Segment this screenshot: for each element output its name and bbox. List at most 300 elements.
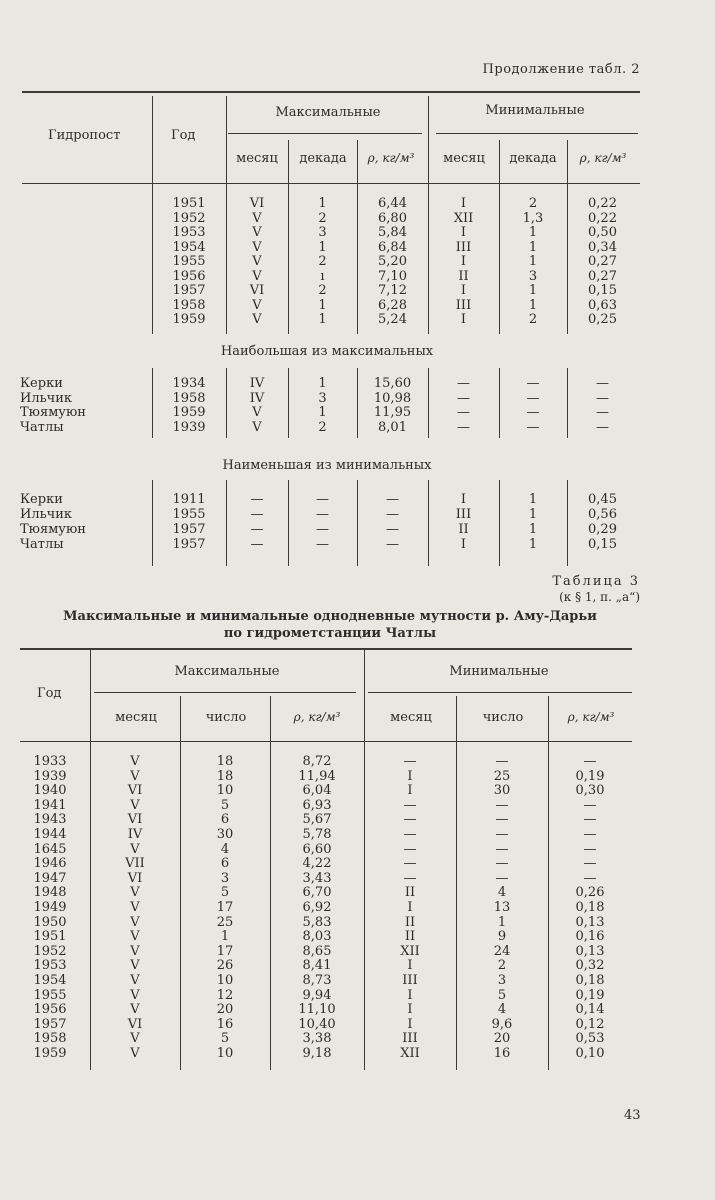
t3-cell-max-number: 6 xyxy=(220,812,230,828)
table2-cell-min-month: I xyxy=(460,196,467,211)
t3-cell-min-rho: 0,14 xyxy=(575,1002,605,1018)
t3-cell-min-month: I xyxy=(407,900,413,915)
t3-cell-year: 1949 xyxy=(33,900,67,915)
t3-cell-min-number: 16 xyxy=(493,1046,511,1061)
table2-cell-max-decade: — xyxy=(316,522,329,537)
t3-cell-max-number: 30 xyxy=(216,827,234,842)
table2-cell-min-rho: 0,25 xyxy=(588,312,617,327)
table2-station-cell: Чатлы xyxy=(20,419,64,435)
table2-cell-max-rho: 7,10 xyxy=(378,268,407,284)
t3-cell-min-month: I xyxy=(407,783,413,799)
table2-cell-year: 1952 xyxy=(172,210,206,226)
table2-cell-max-decade: 1 xyxy=(318,297,327,313)
t3-cell-max-number: 10 xyxy=(216,973,234,988)
t3-cell-min-month: I xyxy=(407,1002,413,1018)
table2-cell-year: 1959 xyxy=(172,312,206,327)
table2-cell-max-decade: — xyxy=(316,492,329,507)
table2-cell-max-rho: 15,60 xyxy=(373,376,412,391)
t3-cell-max-number: 5 xyxy=(220,885,230,901)
t3-cell-min-number: — xyxy=(495,841,509,857)
table2-cell-min-decade: 1 xyxy=(528,507,538,522)
t3-cell-year: 1939 xyxy=(33,768,67,784)
table2-cell-year: 1957 xyxy=(172,522,206,537)
table2-cell-max-rho: 8,01 xyxy=(378,419,407,435)
table2-cell-year: 1939 xyxy=(172,419,206,435)
table2-cell-min-decade: — xyxy=(526,419,540,435)
t3-header-min-number: число xyxy=(482,710,524,725)
table2-cell-max-rho: 5,20 xyxy=(378,254,407,269)
t3-cell-max-month: V xyxy=(130,885,140,901)
t3-cell-max-month: V xyxy=(130,1046,140,1061)
header-station: Гидропост xyxy=(48,128,121,143)
t3-cell-min-rho: — xyxy=(583,754,597,769)
t3-header-year: Год xyxy=(37,686,62,701)
t3-cell-max-number: 10 xyxy=(216,783,234,799)
t3-cell-min-number: 2 xyxy=(497,958,507,974)
t3-cell-max-rho: 11,94 xyxy=(298,768,336,784)
table2-cell-max-month: — xyxy=(250,522,264,537)
t3-header-min-month: месяц xyxy=(390,710,432,725)
t3-cell-min-month: — xyxy=(403,797,417,813)
t3-cell-max-month: V xyxy=(130,958,140,974)
table2-cell-min-month: — xyxy=(457,390,470,406)
t3-cell-min-number: — xyxy=(495,754,509,769)
t3-header-min-rho: ρ, кг/м³ xyxy=(567,710,615,724)
t3-cell-min-rho: — xyxy=(583,797,597,813)
table2-cell-min-rho: — xyxy=(596,405,609,420)
table2-cell-min-month: III xyxy=(455,507,472,522)
t3-cell-year: 1954 xyxy=(33,973,67,988)
table2-cell-max-rho: 6,44 xyxy=(378,196,407,211)
t3-cell-min-number: 1 xyxy=(497,914,507,930)
table3-top-rule xyxy=(20,648,632,650)
table2-cell-min-decade: 1 xyxy=(528,537,538,552)
t3-cell-year: 1933 xyxy=(33,754,67,769)
table2-cell-min-rho: 0,45 xyxy=(588,492,617,507)
table2-top-rule xyxy=(22,91,640,93)
table2-cell-max-decade: 3 xyxy=(318,225,327,240)
table2-cell-year: 1956 xyxy=(172,268,206,284)
header-min-decade: декада xyxy=(509,151,557,166)
table2-cell-min-month: I xyxy=(460,225,467,240)
t3-cell-min-month: — xyxy=(403,827,417,842)
t3-cell-min-number: 4 xyxy=(497,1002,507,1018)
table2-cell-min-rho: — xyxy=(596,390,609,406)
table2-cell-year: 1955 xyxy=(172,254,206,269)
t3-cell-max-month: VI xyxy=(127,1016,143,1032)
table2-cell-min-rho: 0,29 xyxy=(588,522,617,537)
t3-cell-min-rho: 0,10 xyxy=(575,1046,605,1061)
t3-cell-min-rho: 0,26 xyxy=(575,885,605,901)
section-min-title: Наименьшая из минимальных xyxy=(222,458,432,473)
t3-cell-max-month: V xyxy=(130,1031,140,1047)
t3-cell-max-number: 25 xyxy=(216,914,234,930)
header-min: Минимальные xyxy=(485,103,585,118)
table2-cell-max-month: V xyxy=(252,268,262,284)
table2-cell-max-rho: 6,84 xyxy=(378,239,407,255)
table2-cell-max-decade: 1 xyxy=(318,376,327,391)
table2-cell-min-month: — xyxy=(457,376,470,391)
t3-cell-max-month: V xyxy=(130,797,140,813)
t3-cell-min-month: I xyxy=(407,768,413,784)
t3-cell-year: 1958 xyxy=(33,1031,67,1047)
t3-cell-year: 1957 xyxy=(33,1016,67,1032)
t3-cell-min-month: I xyxy=(407,958,413,974)
table2-cell-min-month: III xyxy=(455,239,472,255)
t3-cell-max-rho: 8,65 xyxy=(302,943,332,959)
table2-cell-max-month: — xyxy=(250,507,264,522)
table2-cell-min-month: I xyxy=(460,283,467,298)
t3-cell-min-number: 4 xyxy=(497,885,507,901)
table3-label: Таблица 3 xyxy=(552,574,640,589)
t3-header-max: Максимальные xyxy=(174,664,280,679)
table2-max-underline xyxy=(228,133,422,134)
t3-cell-max-month: V xyxy=(130,973,140,988)
t3-cell-min-rho: 0,30 xyxy=(575,783,605,799)
table2-cell-max-month: V xyxy=(252,312,262,327)
table2-cell-max-decade: ı xyxy=(320,268,325,284)
table2-cell-year: 1958 xyxy=(172,297,206,313)
t3-cell-min-month: — xyxy=(403,812,417,828)
t3-header-min: Минимальные xyxy=(449,664,549,679)
header-max-decade: декада xyxy=(299,151,347,166)
table2-cell-max-month: V xyxy=(252,239,262,255)
table2-cell-min-decade: 1 xyxy=(528,522,538,537)
t3-cell-max-rho: 8,41 xyxy=(302,958,332,974)
table2-station-cell: Керки xyxy=(20,376,63,391)
t3-cell-min-rho: — xyxy=(583,841,597,857)
t3-header-max-month: месяц xyxy=(115,710,157,725)
table2-cell-max-decade: 3 xyxy=(318,390,327,406)
t3-cell-min-rho: 0,19 xyxy=(575,987,605,1003)
t3-header-rule xyxy=(20,741,632,742)
table2-cell-max-month: V xyxy=(252,405,262,420)
table2-cell-max-month: — xyxy=(250,537,264,552)
t3-cell-year: 1944 xyxy=(33,827,67,842)
table2-cell-year: 1957 xyxy=(172,537,206,552)
table2-cell-max-month: — xyxy=(250,492,264,507)
t3-cell-min-number: 24 xyxy=(493,943,511,959)
t3-cell-min-rho: 0,32 xyxy=(575,958,605,974)
t3-cell-max-rho: 8,03 xyxy=(302,929,332,945)
t3-cell-year: 1948 xyxy=(33,885,67,901)
table2-cell-min-month: — xyxy=(457,405,470,420)
table2-cell-min-rho: 0,27 xyxy=(588,268,617,284)
t3-cell-min-number: — xyxy=(495,812,509,828)
table2-cell-max-rho: 5,84 xyxy=(378,225,407,240)
header-min-rho: ρ, кг/м³ xyxy=(579,151,627,165)
table2-cell-min-month: II xyxy=(458,522,469,537)
t3-cell-year: 1645 xyxy=(33,841,67,857)
table2-cell-max-rho: 6,80 xyxy=(378,210,407,226)
table2-cell-min-rho: 0,63 xyxy=(588,297,617,313)
table2-cell-max-month: V xyxy=(252,225,262,240)
t3-cell-min-month: II xyxy=(404,914,416,930)
table2-cell-year: 1911 xyxy=(172,492,206,507)
t3-cell-year: 1946 xyxy=(33,856,67,872)
table2-cell-min-decade: 1 xyxy=(528,225,538,240)
t3-cell-max-number: 10 xyxy=(216,1046,234,1061)
t3-cell-min-number: 9 xyxy=(497,929,507,945)
table2-cell-min-rho: 0,22 xyxy=(588,210,617,226)
t3-cell-min-number: — xyxy=(495,827,509,842)
t3-cell-max-month: VI xyxy=(127,870,143,886)
t3-cell-min-rho: — xyxy=(583,870,597,886)
t3-cell-max-rho: 5,67 xyxy=(302,812,332,828)
t3-cell-min-number: 5 xyxy=(497,987,507,1003)
t3-cell-max-number: 12 xyxy=(216,987,234,1003)
t3-cell-year: 1952 xyxy=(33,943,67,959)
t3-cell-max-month: V xyxy=(130,987,140,1003)
t3-cell-min-rho: 0,53 xyxy=(575,1031,605,1047)
t3-cell-min-rho: 0,13 xyxy=(575,943,605,959)
table2-cell-max-month: V xyxy=(252,297,262,313)
header-max-month: месяц xyxy=(236,151,278,166)
t3-cell-max-rho: 5,78 xyxy=(302,827,332,842)
table2-cell-max-decade: — xyxy=(316,537,329,552)
table2-cell-min-decade: 1,3 xyxy=(522,210,544,226)
t3-cell-min-month: XII xyxy=(400,1046,420,1061)
table2-cell-max-month: IV xyxy=(249,390,265,406)
t3-cell-max-number: 1 xyxy=(220,929,230,945)
table2-cell-max-decade: 1 xyxy=(318,312,327,327)
t3-cell-min-rho: 0,19 xyxy=(575,768,605,784)
t3-cell-max-number: 16 xyxy=(216,1016,234,1032)
table2-cell-max-decade: 1 xyxy=(318,405,327,420)
table2-cell-max-month: IV xyxy=(249,376,265,391)
header-year: Год xyxy=(171,128,196,143)
t3-cell-max-rho: 6,04 xyxy=(302,783,332,799)
table2-cell-min-decade: 1 xyxy=(528,239,538,255)
t3-cell-max-rho: 6,70 xyxy=(302,885,332,901)
table2-cell-max-rho: — xyxy=(386,492,399,507)
table2-min-underline xyxy=(436,133,638,134)
t3-cell-max-number: 17 xyxy=(216,943,234,959)
t3-cell-year: 1951 xyxy=(33,929,67,945)
table2-cell-min-rho: 0,22 xyxy=(588,196,617,211)
table2-cell-min-decade: 1 xyxy=(528,254,538,269)
table2-cell-year: 1953 xyxy=(172,225,206,240)
t3-cell-min-month: III xyxy=(402,1031,418,1047)
t3-cell-max-number: 18 xyxy=(216,754,234,769)
t3-cell-max-rho: 6,60 xyxy=(302,841,332,857)
section-max-title: Наибольшая из максимальных xyxy=(220,344,434,359)
t3-cell-min-month: III xyxy=(402,973,418,988)
table2-cell-min-decade: 1 xyxy=(528,492,538,507)
t3-cell-min-number: — xyxy=(495,797,509,813)
table2-cell-min-decade: — xyxy=(526,405,540,420)
table2-header-rule xyxy=(22,183,640,184)
table2-cell-year: 1951 xyxy=(172,196,206,211)
table2-cell-min-decade: 2 xyxy=(528,312,538,327)
t3-cell-year: 1955 xyxy=(33,987,67,1003)
t3-cell-min-month: — xyxy=(403,754,417,769)
table2-cell-max-decade: 2 xyxy=(318,283,327,298)
t3-cell-max-rho: 5,83 xyxy=(302,914,332,930)
table2-cell-min-month: — xyxy=(457,419,470,435)
t3-cell-max-month: VI xyxy=(127,783,143,799)
table2-station-cell: Тюямуюн xyxy=(20,522,86,537)
table2-station-cell: Ильчик xyxy=(20,507,73,522)
table2-cell-max-decade: 2 xyxy=(318,210,327,226)
t3-cell-min-rho: 0,18 xyxy=(575,973,605,988)
t3-cell-max-number: 18 xyxy=(216,768,234,784)
table2-cell-year: 1957 xyxy=(172,283,206,298)
t3-cell-max-month: VII xyxy=(125,856,145,872)
t3-cell-min-number: 20 xyxy=(493,1031,511,1047)
t3-min-underline xyxy=(368,692,632,693)
table2-cell-min-rho: 0,15 xyxy=(588,537,617,552)
header-min-month: месяц xyxy=(443,151,485,166)
t3-cell-min-month: II xyxy=(404,885,416,901)
t3-cell-min-rho: — xyxy=(583,812,597,828)
t3-cell-min-number: — xyxy=(495,856,509,872)
table2-station-cell: Ильчик xyxy=(20,390,73,406)
header-max: Максимальные xyxy=(275,105,381,120)
t3-cell-max-rho: 8,73 xyxy=(302,973,332,988)
t3-cell-max-number: 5 xyxy=(220,1031,230,1047)
table2-cell-max-rho: 6,28 xyxy=(378,297,407,313)
t3-cell-max-month: V xyxy=(130,900,140,915)
t3-cell-min-month: I xyxy=(407,1016,413,1032)
header-max-rho: ρ, кг/м³ xyxy=(367,151,415,165)
t3-cell-min-rho: 0,18 xyxy=(575,900,605,915)
t3-cell-year: 1941 xyxy=(33,797,67,813)
table2-cell-max-month: VI xyxy=(249,283,265,298)
table2-cell-min-rho: 0,34 xyxy=(588,239,617,255)
t3-cell-max-rho: 6,92 xyxy=(302,900,332,915)
t3-cell-year: 1959 xyxy=(33,1046,67,1061)
t3-cell-year: 1953 xyxy=(33,958,67,974)
table2-cell-max-rho: 10,98 xyxy=(373,390,412,406)
table2-cell-min-decade: — xyxy=(526,390,540,406)
table2-cell-max-month: V xyxy=(252,254,262,269)
page-number: 43 xyxy=(624,1108,641,1123)
t3-cell-max-number: 3 xyxy=(220,870,230,886)
table2-cell-min-rho: 0,15 xyxy=(588,283,617,298)
table2-cell-year: 1955 xyxy=(172,507,206,522)
t3-cell-max-number: 17 xyxy=(216,900,234,915)
table2-cell-min-rho: 0,50 xyxy=(588,225,617,240)
t3-cell-max-rho: 10,40 xyxy=(298,1016,336,1032)
t3-cell-max-rho: 3,38 xyxy=(302,1031,332,1047)
t3-cell-min-rho: 0,12 xyxy=(575,1016,605,1032)
table2-cell-min-month: I xyxy=(460,254,467,269)
table3-title-line1: Максимальные и минимальные однодневные мутности р. Аму-Дарьи xyxy=(63,609,597,624)
table2-cell-max-decade: 2 xyxy=(318,254,327,269)
table2-cell-max-rho: — xyxy=(386,522,399,537)
t3-cell-max-number: 20 xyxy=(216,1002,234,1018)
table2-cell-min-decade: 1 xyxy=(528,283,538,298)
table2-cell-min-rho: 0,27 xyxy=(588,254,617,269)
t3-cell-min-rho: — xyxy=(583,856,597,872)
table2-station-cell: Чатлы xyxy=(20,537,64,552)
t3-cell-min-rho: — xyxy=(583,827,597,842)
t3-cell-max-number: 5 xyxy=(220,797,230,813)
t3-cell-year: 1940 xyxy=(33,783,67,799)
t3-cell-max-month: VI xyxy=(127,812,143,828)
t3-header-max-rho: ρ, кг/м³ xyxy=(293,710,341,724)
t3-header-max-number: число xyxy=(205,710,247,725)
t3-cell-min-rho: 0,16 xyxy=(575,929,605,945)
table2-cell-max-month: V xyxy=(252,210,262,226)
table2-cell-min-rho: 0,56 xyxy=(588,507,617,522)
t3-cell-min-month: XII xyxy=(400,943,420,959)
t3-cell-max-month: V xyxy=(130,754,140,769)
t3-cell-year: 1947 xyxy=(33,870,67,886)
t3-cell-min-number: 13 xyxy=(493,900,511,915)
table2-cell-year: 1954 xyxy=(172,239,206,255)
t3-cell-max-rho: 9,18 xyxy=(302,1046,332,1061)
table2-cell-min-month: XII xyxy=(453,210,474,226)
t3-cell-min-number: 9,6 xyxy=(491,1016,513,1032)
t3-cell-max-month: V xyxy=(130,1002,140,1018)
table2-cell-min-decade: 1 xyxy=(528,297,538,313)
t3-cell-max-rho: 9,94 xyxy=(302,987,332,1003)
continuation-label: Продолжение табл. 2 xyxy=(482,62,640,77)
t3-cell-min-number: — xyxy=(495,870,509,886)
t3-cell-max-month: V xyxy=(130,841,140,857)
t3-max-underline xyxy=(94,692,356,693)
table2-cell-max-decade: 1 xyxy=(318,239,327,255)
t3-cell-max-number: 26 xyxy=(216,958,234,974)
table2-cell-max-rho: — xyxy=(386,537,399,552)
table2-cell-year: 1958 xyxy=(172,390,206,406)
table2-cell-min-month: I xyxy=(460,492,467,507)
table2-cell-max-decade: 2 xyxy=(318,419,327,435)
table3-ref: (к § 1, п. „а“) xyxy=(559,590,640,604)
table2-cell-max-month: V xyxy=(252,419,262,435)
table2-cell-min-decade: 3 xyxy=(528,268,538,284)
t3-cell-min-month: II xyxy=(404,929,416,945)
t3-cell-max-month: V xyxy=(130,914,140,930)
t3-cell-max-rho: 4,22 xyxy=(302,856,332,872)
t3-cell-max-month: IV xyxy=(127,827,143,842)
t3-cell-year: 1950 xyxy=(33,914,67,930)
table2-cell-min-decade: 2 xyxy=(528,196,538,211)
t3-cell-max-rho: 8,72 xyxy=(302,754,332,769)
table2-cell-max-rho: 7,12 xyxy=(378,283,407,298)
t3-cell-max-rho: 11,10 xyxy=(298,1002,336,1018)
t3-cell-year: 1956 xyxy=(33,1002,67,1018)
t3-cell-year: 1943 xyxy=(33,812,67,828)
t3-cell-min-month: — xyxy=(403,856,417,872)
table3-title-line2: по гидрометстанции Чатлы xyxy=(223,626,437,641)
table2-cell-min-month: I xyxy=(460,537,467,552)
table2-cell-max-month: VI xyxy=(249,196,265,211)
t3-cell-min-rho: 0,13 xyxy=(575,914,605,930)
table2-cell-min-month: III xyxy=(455,297,472,313)
t3-cell-max-rho: 6,93 xyxy=(302,797,332,813)
table2-cell-max-rho: — xyxy=(386,507,399,522)
t3-cell-max-month: V xyxy=(130,943,140,959)
t3-cell-min-number: 25 xyxy=(493,768,511,784)
table2-cell-min-month: II xyxy=(458,268,469,284)
t3-cell-min-number: 30 xyxy=(493,783,511,799)
table2-station-cell: Керки xyxy=(20,492,63,507)
table2-cell-max-rho: 5,24 xyxy=(378,312,407,327)
t3-cell-max-month: V xyxy=(130,768,140,784)
t3-cell-max-rho: 3,43 xyxy=(302,870,332,886)
t3-cell-min-month: — xyxy=(403,870,417,886)
t3-cell-max-month: V xyxy=(130,929,140,945)
table2-cell-max-decade: — xyxy=(316,507,329,522)
t3-cell-min-number: 3 xyxy=(497,973,507,988)
table2-cell-min-rho: — xyxy=(596,376,609,391)
table2-cell-max-decade: 1 xyxy=(318,196,327,211)
table2-cell-max-rho: 11,95 xyxy=(373,405,412,420)
table2-cell-min-rho: — xyxy=(596,419,609,435)
